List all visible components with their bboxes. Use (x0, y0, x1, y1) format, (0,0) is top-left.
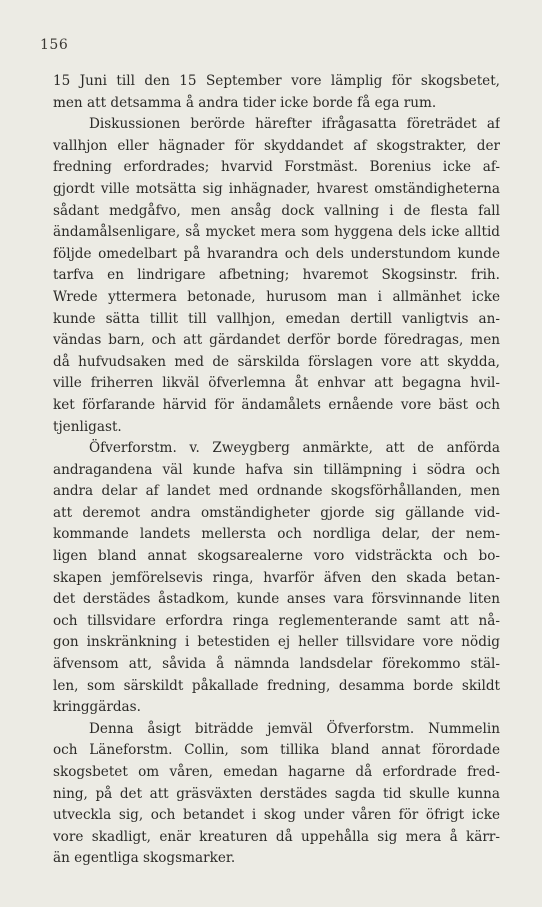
text-line: sådant medgåfvo, men ansåg dock vallning i de flesta fall (53, 202, 500, 219)
page-number: 156 (40, 37, 69, 53)
text-line: äfvensom att, såvida å nämnda landsdelar förekommo stäl- (53, 656, 500, 673)
text-line: ändamålsenligare, så mycket mera som hyggena dels icke alltid (53, 224, 500, 241)
text-line: och Läneforstm. Collin, som tillika bland annat förordade (53, 742, 500, 759)
text-line: tjenligast. (53, 418, 122, 435)
text-line: andragandena väl kunde hafva sin tillämpning i södra och (53, 461, 500, 478)
text-line: gjordt ville motsätta sig inhägnader, hvarest omständigheterna (53, 180, 500, 197)
text-line: len, som särskildt påkallade fredning, desamma borde skildt (53, 677, 500, 694)
text-line: kunde sätta tillit till vallhjon, emedan dertill vanligtvis an- (53, 310, 500, 327)
text-line: utveckla sig, och betandet i skog under våren för öfrigt icke (53, 807, 500, 824)
text-line: än egentliga skogsmarker. (53, 850, 236, 867)
text-line: tarfva en lindrigare afbetning; hvaremot Skogsinstr. frih. (53, 267, 500, 284)
text-line: ligen bland annat skogsarealerne voro vidsträckta och bo- (53, 548, 500, 565)
text-line: andra delar af landet med ordnande skogsförhållanden, men (53, 483, 500, 500)
text-line: kommande landets mellersta och nordliga delar, der nem- (53, 526, 500, 543)
text-line: att deremot andra omständigheter gjorde sig gällande vid- (53, 504, 500, 521)
text-line: fredning erfordrades; hvarvid Forstmäst. Borenius icke af- (53, 159, 500, 176)
text-line: 15 Juni till den 15 September vore lämplig för skogsbetet, (53, 73, 500, 89)
text-line: ket förfarande härvid för ändamålets ernående vore bäst och (53, 396, 500, 413)
text-line: följde omedelbart på hvarandra och dels understundom kunde (53, 245, 500, 262)
text-line: det derstädes åstadkom, kunde anses vara försvinnande liten (53, 591, 500, 608)
text-line: då hufvudsaken med de särskilda förslagen vore att skydda, (53, 353, 500, 370)
text-line: Denna åsigt biträdde jemväl Öfverforstm. Nummelin (89, 720, 500, 737)
text-line: och tillsvidare erfordra ringa reglementerande samt att nå- (53, 612, 500, 629)
text-line: vändas barn, och att gärdandet derför borde föredragas, men (53, 332, 500, 349)
text-line: vallhjon eller hägnader för skyddandet af skogstrakter, der (53, 137, 500, 154)
text-line: kringgärdas. (53, 699, 141, 716)
text-line: Öfverforstm. v. Zweygberg anmärkte, att de anförda (89, 440, 500, 457)
text-line: Wrede yttermera betonade, hurusom man i allmänhet icke (53, 288, 500, 305)
body-text (53, 71, 500, 870)
text-line: skogsbetet om våren, emedan hagarne då erfordrade fred- (53, 764, 500, 780)
text-line: ville friherren likväl öfverlemna åt enhvar att begagna hvil- (53, 375, 500, 392)
text-line: vore skadligt, enär kreaturen då uppehålla sig mera å kärr- (53, 828, 500, 845)
text-line: skapen jemförelsevis ringa, hvarför äfven den skada betan- (53, 569, 500, 586)
text-line: ning, på det att gräsväxten derstädes sagda tid skulle kunna (53, 785, 500, 802)
text-line: Diskussionen berörde härefter ifrågasatta företrädet af (89, 116, 500, 133)
text-line: gon inskränkning i betestiden ej heller tillsvidare vore nödig (53, 634, 500, 651)
text-line: men att detsamma å andra tider icke borde få ega rum. (53, 94, 437, 111)
